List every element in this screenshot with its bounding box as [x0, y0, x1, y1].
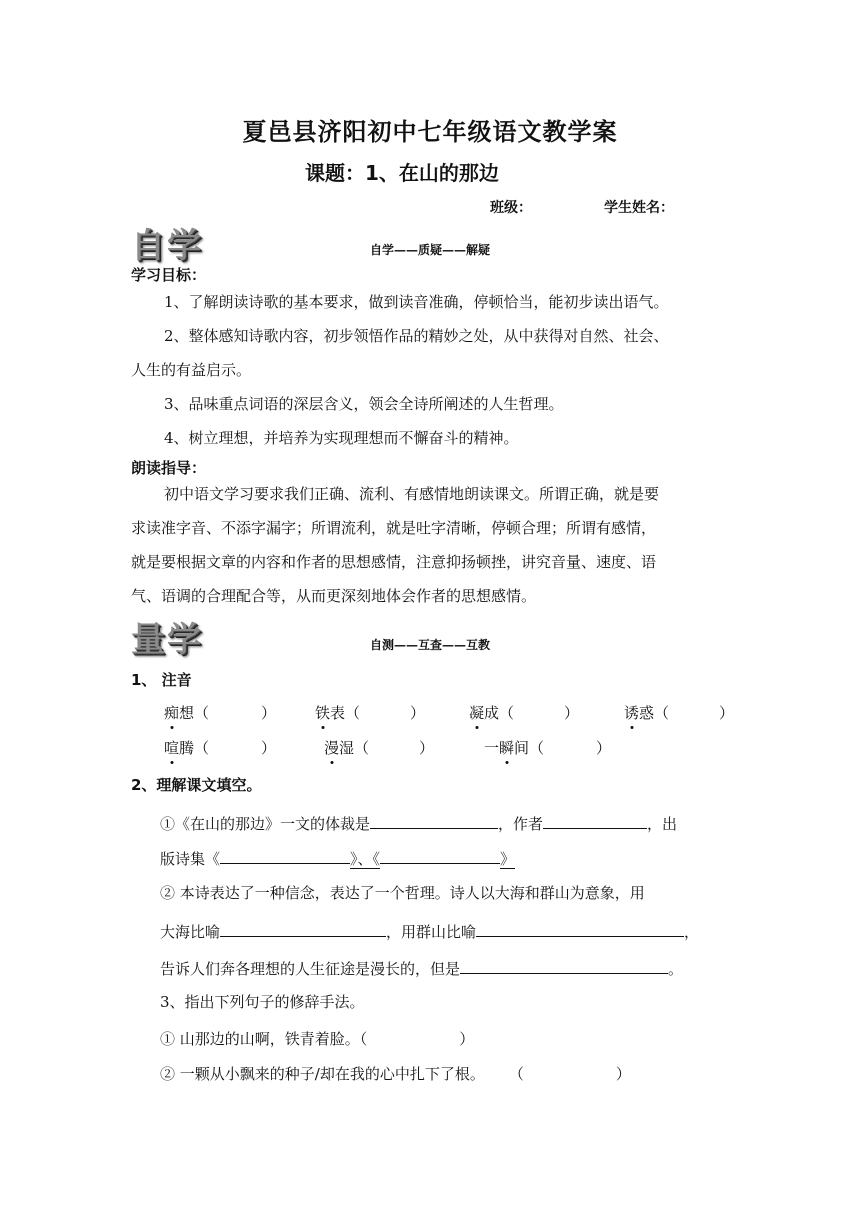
goal-item: 1、了解朗读诗歌的基本要求，做到读音准确，停顿恰当，能初步读出语气。: [164, 293, 669, 311]
answer-blank[interactable]: [476, 918, 684, 937]
pinyin-item-manshi: 漫 湿（ ）: [324, 737, 434, 758]
q2-line-theme: ② 本诗表达了一种信念，表达了一个哲理。诗人以大海和群山为意象，用: [160, 884, 645, 902]
q3-item-2: ② 一颗从小飘来的种子/却在我的心中扎下了根。 （ ）: [160, 1065, 631, 1083]
answer-blank[interactable]: [380, 845, 500, 864]
answer-blank[interactable]: [370, 810, 498, 829]
lesson-subtitle: 课题：1、在山的那边: [305, 161, 499, 185]
reading-guide-line: 气、语调的合理配合等，从而更深刻地体会作者的思想感情。: [131, 587, 537, 605]
goal-item-continued: 人生的有益启示。: [131, 361, 252, 379]
answer-blank[interactable]: [460, 955, 668, 974]
section-logo-self-study: 自学: [131, 226, 203, 266]
student-name-label: 学生姓名：: [604, 200, 674, 216]
q2-line-conclusion: 告诉人们奔各理想的人生征途是漫长的，但是 。: [160, 955, 683, 979]
pinyin-item-ningcheng: 凝 成（ ）: [469, 702, 579, 723]
pinyin-item-tiebiao: 铁 表（ ）: [315, 702, 425, 723]
question-1-label: 1、 注音: [131, 671, 192, 689]
answer-blank[interactable]: [543, 810, 647, 829]
section2-heading: 自测——互查——互教: [369, 638, 490, 652]
goal-item: 3、品味重点词语的深层含义，领会全诗所阐述的人生哲理。: [164, 395, 564, 413]
q2-line-metaphor: 大海比喻 ，用群山比喻 ，: [160, 918, 699, 942]
goal-item: 2、整体感知诗歌内容，初步领悟作品的精妙之处，从中获得对自然、社会、: [164, 327, 669, 345]
pinyin-item-youhuo: 诱 惑（ ）: [624, 702, 734, 723]
goal-item: 4、树立理想，并培养为实现理想而不懈奋斗的精神。: [164, 429, 519, 447]
reading-guide-label: 朗读指导：: [131, 459, 207, 477]
pinyin-item-chixiang: 痴 想（ ）: [164, 702, 276, 723]
q3-item-1: ① 山那边的山啊，铁青着脸。（ ）: [160, 1030, 475, 1048]
reading-guide-line: 初中语文学习要求我们正确、流利、有感情地朗读课文。所谓正确，就是要: [164, 485, 660, 503]
answer-blank[interactable]: [220, 918, 386, 937]
pinyin-item-xuanteng: 喧 腾（ ）: [164, 737, 276, 758]
class-label: 班级：: [490, 200, 532, 216]
goals-label: 学习目标：: [131, 266, 207, 284]
answer-blank[interactable]: [220, 845, 350, 864]
question-3-label: 3、指出下列句子的修辞手法。: [160, 993, 365, 1011]
question-2-label: 2、理解课文填空。: [131, 776, 262, 794]
q2-line-genre: ①《在山的那边》一文的体裁是 ，作者 ，出: [160, 810, 677, 834]
q2-line-collections: 版诗集《 》、《 》: [160, 845, 515, 869]
reading-guide-line: 就是要根据文章的内容和作者的思想感情，注意抑扬顿挫，讲究音量、速度、语: [131, 553, 657, 571]
section-logo-measure: 量学: [131, 620, 203, 660]
reading-guide-line: 求读准字音、不添字漏字；所谓流利，就是吐字清晰，停顿合理；所谓有感情，: [131, 519, 657, 537]
page-title: 夏邑县济阳初中七年级语文教学案: [242, 118, 618, 146]
pinyin-item-yishunjian: 一瞬 间（ ）: [484, 737, 611, 758]
section1-heading: 自学——质疑——解疑: [369, 243, 490, 257]
